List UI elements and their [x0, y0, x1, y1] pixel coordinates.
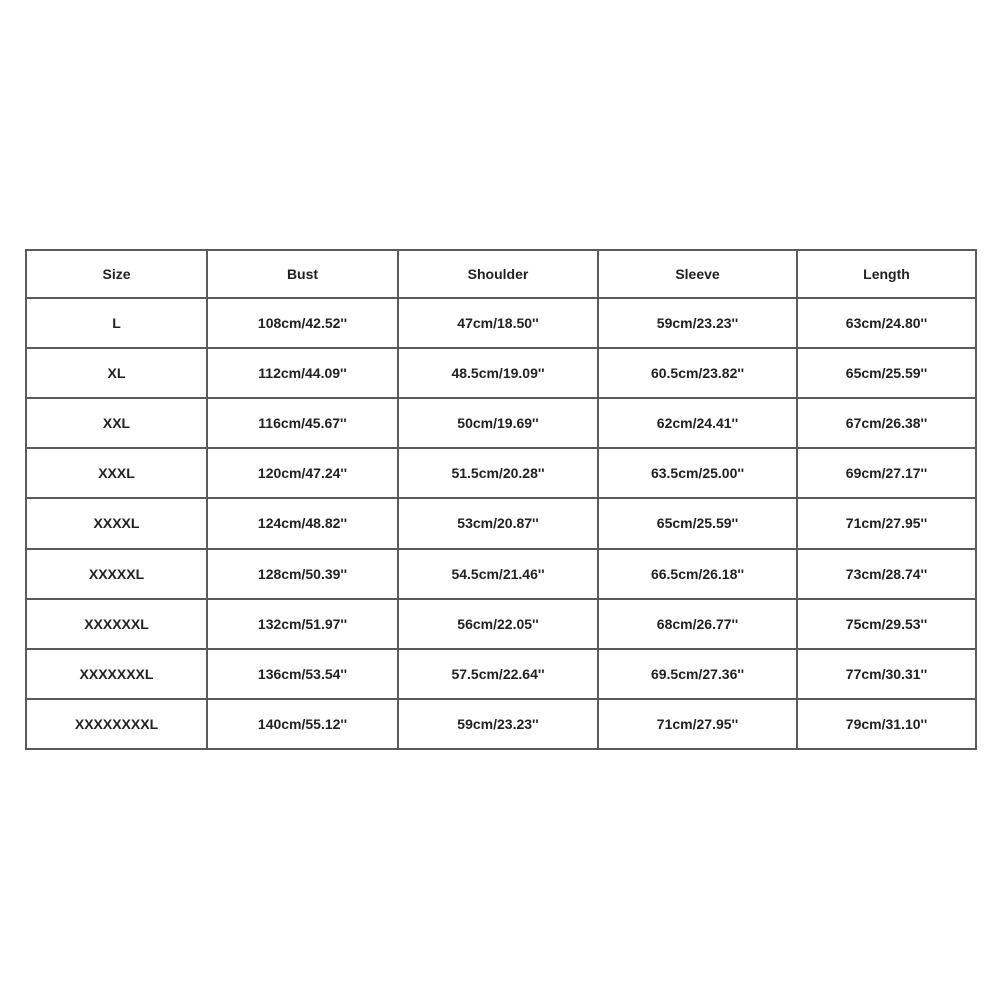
cell-sleeve: 69.5cm/27.36'' — [598, 649, 797, 699]
table-row — [26, 298, 976, 348]
table-row — [26, 498, 976, 548]
cell-bust: 124cm/48.82'' — [207, 498, 398, 548]
header-sleeve: Sleeve — [598, 250, 797, 298]
cell-size: XL — [26, 348, 207, 398]
cell-length: 71cm/27.95'' — [797, 498, 976, 548]
cell-size: XXXXL — [26, 498, 207, 548]
cell-shoulder: 50cm/19.69'' — [398, 398, 598, 448]
table-row — [26, 398, 976, 448]
cell-size: XXXXXXXL — [26, 649, 207, 699]
cell-shoulder: 53cm/20.87'' — [398, 498, 598, 548]
size-chart-table — [25, 249, 977, 750]
cell-bust: 112cm/44.09'' — [207, 348, 398, 398]
table-row — [26, 599, 976, 649]
header-bust: Bust — [207, 250, 398, 298]
cell-bust: 128cm/50.39'' — [207, 549, 398, 599]
cell-shoulder: 54.5cm/21.46'' — [398, 549, 598, 599]
cell-size: XXXXXL — [26, 549, 207, 599]
cell-shoulder: 56cm/22.05'' — [398, 599, 598, 649]
cell-size: XXXXXXXXL — [26, 699, 207, 749]
cell-bust: 132cm/51.97'' — [207, 599, 398, 649]
cell-length: 77cm/30.31'' — [797, 649, 976, 699]
cell-bust: 108cm/42.52'' — [207, 298, 398, 348]
cell-sleeve: 71cm/27.95'' — [598, 699, 797, 749]
cell-length: 79cm/31.10'' — [797, 699, 976, 749]
table-row — [26, 348, 976, 398]
cell-length: 75cm/29.53'' — [797, 599, 976, 649]
cell-sleeve: 59cm/23.23'' — [598, 298, 797, 348]
header-shoulder: Shoulder — [398, 250, 598, 298]
table-row — [26, 649, 976, 699]
cell-length: 67cm/26.38'' — [797, 398, 976, 448]
cell-bust: 120cm/47.24'' — [207, 448, 398, 498]
cell-sleeve: 60.5cm/23.82'' — [598, 348, 797, 398]
cell-sleeve: 65cm/25.59'' — [598, 498, 797, 548]
cell-size: L — [26, 298, 207, 348]
cell-bust: 140cm/55.12'' — [207, 699, 398, 749]
cell-shoulder: 57.5cm/22.64'' — [398, 649, 598, 699]
cell-shoulder: 48.5cm/19.09'' — [398, 348, 598, 398]
cell-length: 63cm/24.80'' — [797, 298, 976, 348]
cell-shoulder: 59cm/23.23'' — [398, 699, 598, 749]
cell-sleeve: 63.5cm/25.00'' — [598, 448, 797, 498]
cell-length: 65cm/25.59'' — [797, 348, 976, 398]
cell-sleeve: 68cm/26.77'' — [598, 599, 797, 649]
cell-size: XXXXXXL — [26, 599, 207, 649]
table-row — [26, 549, 976, 599]
table-header-row — [26, 250, 976, 298]
cell-sleeve: 62cm/24.41'' — [598, 398, 797, 448]
header-size: Size — [26, 250, 207, 298]
cell-bust: 116cm/45.67'' — [207, 398, 398, 448]
cell-shoulder: 47cm/18.50'' — [398, 298, 598, 348]
table-row — [26, 448, 976, 498]
header-length: Length — [797, 250, 976, 298]
cell-bust: 136cm/53.54'' — [207, 649, 398, 699]
cell-size: XXL — [26, 398, 207, 448]
cell-length: 69cm/27.17'' — [797, 448, 976, 498]
cell-sleeve: 66.5cm/26.18'' — [598, 549, 797, 599]
table-row — [26, 699, 976, 749]
cell-shoulder: 51.5cm/20.28'' — [398, 448, 598, 498]
cell-size: XXXL — [26, 448, 207, 498]
cell-length: 73cm/28.74'' — [797, 549, 976, 599]
